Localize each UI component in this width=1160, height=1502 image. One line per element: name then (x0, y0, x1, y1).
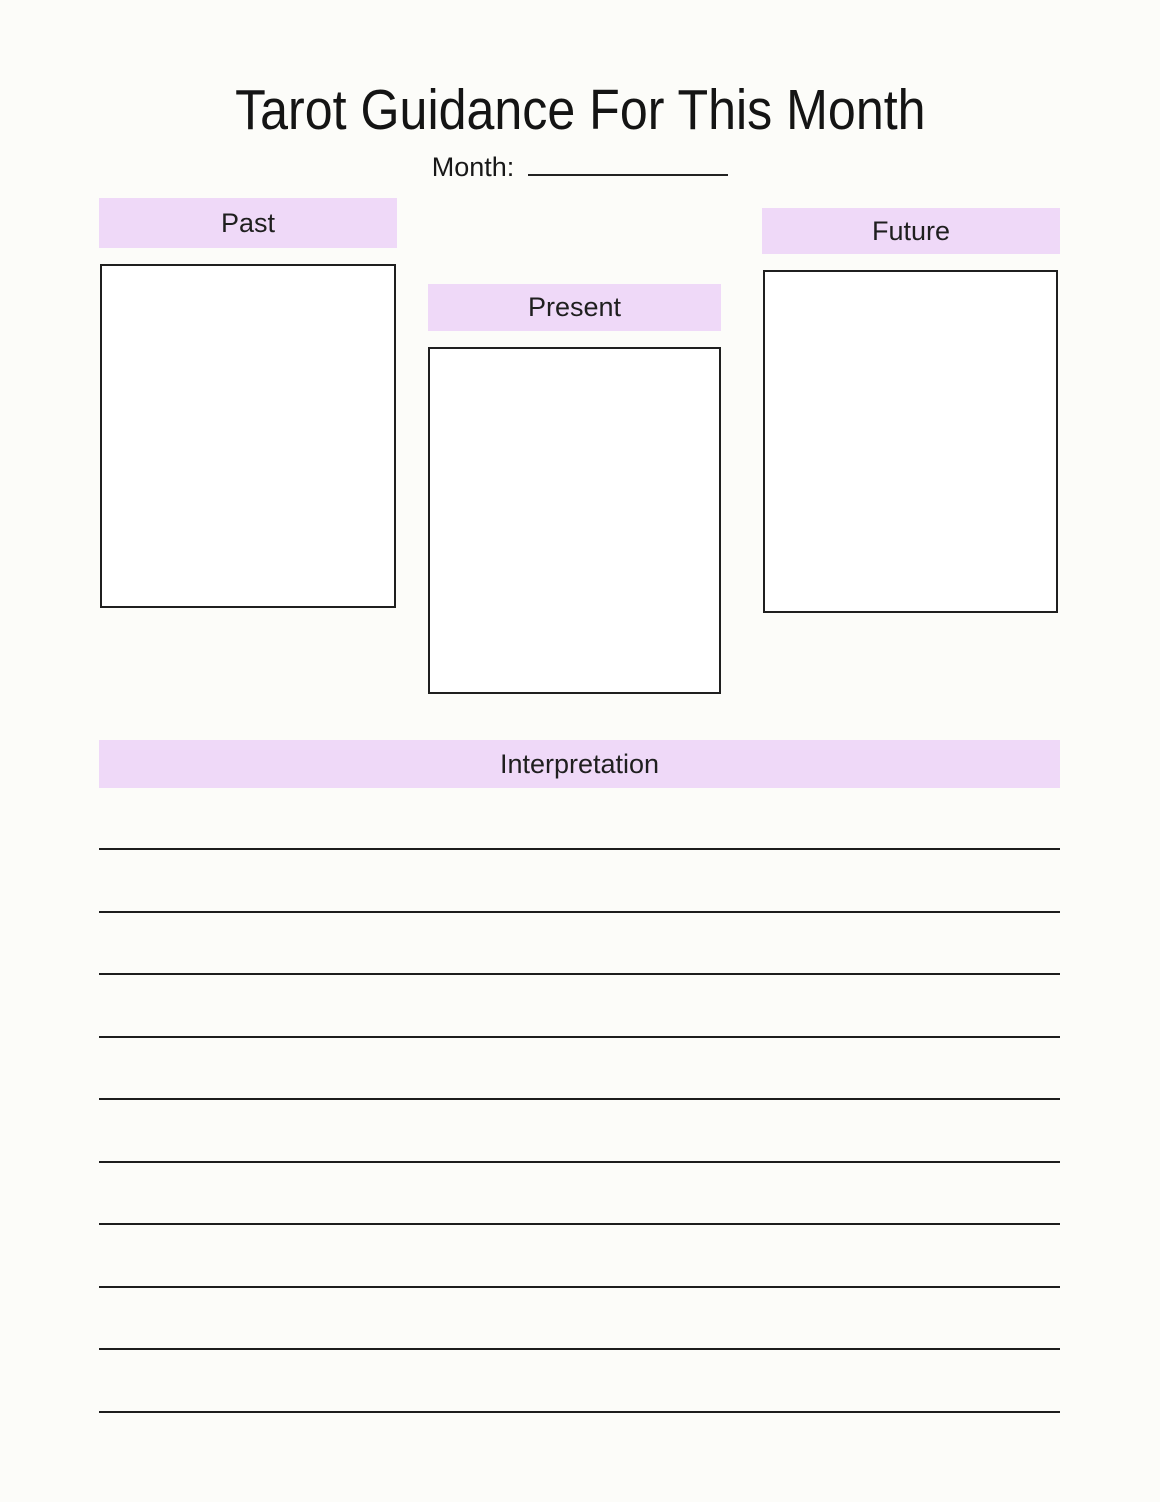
writing-line[interactable] (99, 973, 1060, 975)
card-label-future-text: Future (871, 215, 951, 246)
writing-line[interactable] (99, 911, 1060, 913)
writing-line[interactable] (99, 1223, 1060, 1225)
writing-line[interactable] (99, 1036, 1060, 1038)
page-title (0, 78, 1160, 142)
writing-line[interactable] (99, 1411, 1060, 1413)
card-label-present (428, 284, 721, 331)
writing-line[interactable] (99, 1161, 1060, 1163)
month-row (0, 152, 1160, 183)
interpretation-label-text: Interpretation (499, 748, 660, 779)
interpretation-label (99, 740, 1060, 788)
month-label: Month: (431, 152, 515, 182)
month-input[interactable] (528, 152, 728, 176)
writing-line[interactable] (99, 848, 1060, 850)
card-label-future (762, 208, 1060, 254)
writing-line[interactable] (99, 1098, 1060, 1100)
writing-line[interactable] (99, 1286, 1060, 1288)
writing-line[interactable] (99, 1348, 1060, 1350)
card-box-present[interactable] (428, 347, 721, 694)
card-box-past[interactable] (100, 264, 396, 608)
card-label-past (99, 198, 397, 248)
card-label-present-text: Present (527, 292, 622, 322)
card-box-future[interactable] (763, 270, 1058, 613)
page-title-text: Tarot Guidance For This Month (234, 78, 926, 142)
card-label-past-text: Past (220, 207, 276, 238)
